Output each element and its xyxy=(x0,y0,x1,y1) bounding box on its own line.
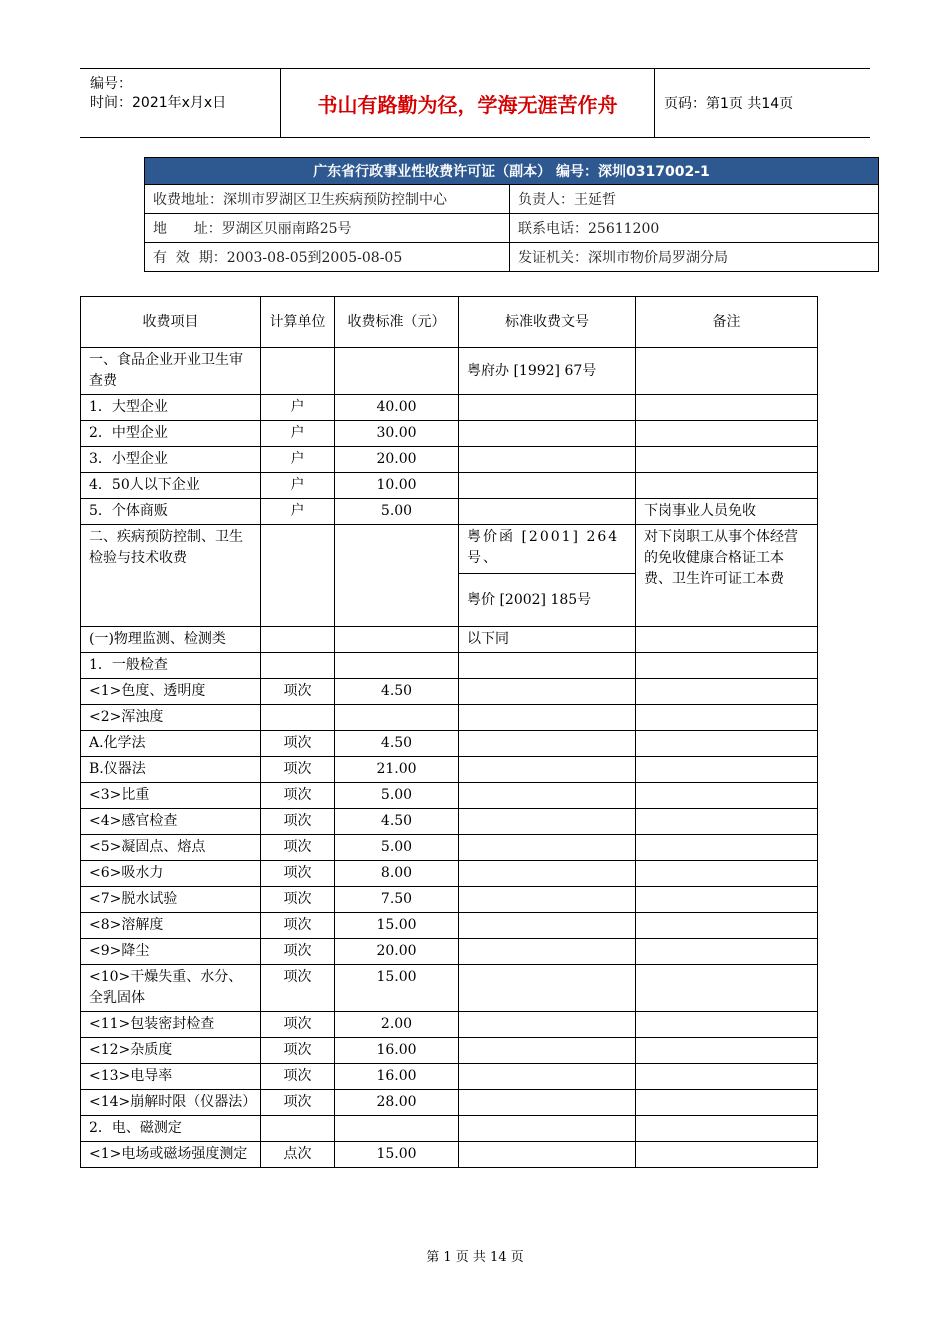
cell-item: 一、食品企业开业卫生审查费 xyxy=(81,348,261,395)
cell-note xyxy=(636,705,818,731)
header-item: 收费项目 xyxy=(81,297,261,348)
cell-price: 5.00 xyxy=(335,499,459,525)
cell-item: 3．小型企业 xyxy=(81,447,261,473)
cell-doc xyxy=(459,1038,636,1064)
cell-item: 1．一般检查 xyxy=(81,653,261,679)
cell-item: 4．50人以下企业 xyxy=(81,473,261,499)
table-row xyxy=(81,421,818,447)
cell-doc: 粤价函 [2001] 264号、 xyxy=(459,525,636,574)
cell-note xyxy=(636,965,818,1012)
cell-unit: 户 xyxy=(261,499,335,525)
table-row xyxy=(81,447,818,473)
time-label: 时间：2021年x月x日 xyxy=(90,95,227,111)
cell-price: 5.00 xyxy=(335,783,459,809)
table-row xyxy=(81,809,818,835)
cell-price: 10.00 xyxy=(335,473,459,499)
cell-price xyxy=(335,348,459,395)
cell-doc xyxy=(459,447,636,473)
cell-price xyxy=(335,525,459,627)
cell-note xyxy=(636,627,818,653)
cell-price xyxy=(335,627,459,653)
cell-price xyxy=(335,1116,459,1142)
cell-note xyxy=(636,731,818,757)
cell-doc: 以下同 xyxy=(459,627,636,653)
number-label: 编号： xyxy=(90,76,132,92)
cell-note xyxy=(636,395,818,421)
cell-unit xyxy=(261,705,335,731)
cell-price: 2.00 xyxy=(335,1012,459,1038)
cell-note: 对下岗职工从事个体经营的免收健康合格证工本费、卫生许可证工本费 xyxy=(636,525,818,627)
cell-item: A.化学法 xyxy=(81,731,261,757)
cell-price: 28.00 xyxy=(335,1090,459,1116)
cell-note xyxy=(636,757,818,783)
cell-item: 5．个体商贩 xyxy=(81,499,261,525)
license-responsible: 负责人：王延哲 xyxy=(510,185,879,214)
license-location: 地 址：罗湖区贝丽南路25号 xyxy=(145,214,510,243)
table-row xyxy=(81,939,818,965)
cell-unit: 户 xyxy=(261,473,335,499)
cell-doc: 粤府办 [1992] 67号 xyxy=(459,348,636,395)
cell-unit xyxy=(261,627,335,653)
cell-unit: 项次 xyxy=(261,1090,335,1116)
cell-doc xyxy=(459,835,636,861)
cell-unit: 户 xyxy=(261,395,335,421)
cell-price: 30.00 xyxy=(335,421,459,447)
cell-note xyxy=(636,447,818,473)
cell-doc xyxy=(459,783,636,809)
cell-price: 4.50 xyxy=(335,731,459,757)
cell-price: 4.50 xyxy=(335,679,459,705)
cell-item: <4>感官检查 xyxy=(81,809,261,835)
table-row xyxy=(81,1090,818,1116)
cell-note xyxy=(636,1116,818,1142)
table-row xyxy=(81,731,818,757)
cell-price: 20.00 xyxy=(335,939,459,965)
table-row xyxy=(81,1142,818,1168)
cell-unit xyxy=(261,348,335,395)
table-row xyxy=(81,679,818,705)
cell-unit: 点次 xyxy=(261,1142,335,1168)
cell-note xyxy=(636,861,818,887)
cell-note xyxy=(636,653,818,679)
cell-unit: 项次 xyxy=(261,731,335,757)
cell-doc xyxy=(459,809,636,835)
table-row xyxy=(81,525,818,574)
cell-note xyxy=(636,887,818,913)
cell-doc xyxy=(459,473,636,499)
cell-unit: 户 xyxy=(261,421,335,447)
cell-unit xyxy=(261,525,335,627)
cell-item: <3>比重 xyxy=(81,783,261,809)
cell-unit: 项次 xyxy=(261,835,335,861)
cell-unit: 户 xyxy=(261,447,335,473)
cell-item: <8>溶解度 xyxy=(81,913,261,939)
cell-unit xyxy=(261,653,335,679)
cell-price: 40.00 xyxy=(335,395,459,421)
table-row xyxy=(81,499,818,525)
cell-note xyxy=(636,1012,818,1038)
table-row xyxy=(81,1064,818,1090)
cell-price: 15.00 xyxy=(335,965,459,1012)
cell-note xyxy=(636,473,818,499)
cell-item: <10>干燥失重、水分、全乳固体 xyxy=(81,965,261,1012)
cell-price: 15.00 xyxy=(335,1142,459,1168)
cell-item: (一)物理监测、检测类 xyxy=(81,627,261,653)
cell-price: 15.00 xyxy=(335,913,459,939)
table-row xyxy=(81,835,818,861)
cell-item: 1．大型企业 xyxy=(81,395,261,421)
cell-item: <2>浑浊度 xyxy=(81,705,261,731)
cell-item: <13>电导率 xyxy=(81,1064,261,1090)
license-address-label: 收费地址：深圳市罗湖区卫生疾病预防控制中心 xyxy=(145,185,510,214)
cell-doc xyxy=(459,421,636,447)
cell-price: 20.00 xyxy=(335,447,459,473)
cell-item: 二、疾病预防控制、卫生检验与技术收费 xyxy=(81,525,261,627)
motto: 书山有路勤为径，学海无涯苦作舟 xyxy=(280,69,655,137)
cell-doc xyxy=(459,499,636,525)
cell-item: <11>包装密封检查 xyxy=(81,1012,261,1038)
cell-doc xyxy=(459,913,636,939)
cell-item: <6>吸水力 xyxy=(81,861,261,887)
cell-unit: 项次 xyxy=(261,809,335,835)
table-row xyxy=(81,913,818,939)
cell-unit: 项次 xyxy=(261,913,335,939)
cell-doc xyxy=(459,395,636,421)
cell-unit: 项次 xyxy=(261,861,335,887)
table-row xyxy=(81,627,818,653)
license-validity: 有 效 期：2003-08-05到2005-08-05 xyxy=(145,243,510,272)
cell-note xyxy=(636,809,818,835)
cell-note: 下岗事业人员免收 xyxy=(636,499,818,525)
cell-doc xyxy=(459,705,636,731)
license-phone: 联系电话：25611200 xyxy=(510,214,879,243)
table-row xyxy=(81,705,818,731)
cell-price: 16.00 xyxy=(335,1038,459,1064)
cell-doc xyxy=(459,939,636,965)
cell-doc xyxy=(459,887,636,913)
cell-item: 2．中型企业 xyxy=(81,421,261,447)
header-note: 备注 xyxy=(636,297,818,348)
table-row xyxy=(81,348,818,395)
cell-note xyxy=(636,1090,818,1116)
cell-unit: 项次 xyxy=(261,1064,335,1090)
cell-doc xyxy=(459,1116,636,1142)
table-row xyxy=(81,861,818,887)
cell-note xyxy=(636,835,818,861)
cell-item: <1>电场或磁场强度测定 xyxy=(81,1142,261,1168)
license-title: 广东省行政事业性收费许可证（副本） 编号：深圳0317002-1 xyxy=(145,158,879,185)
table-row xyxy=(81,1116,818,1142)
cell-note xyxy=(636,679,818,705)
cell-unit: 项次 xyxy=(261,1012,335,1038)
header-doc: 标准收费文号 xyxy=(459,297,636,348)
license-issuer: 发证机关：深圳市物价局罗湖分局 xyxy=(510,243,879,272)
cell-doc xyxy=(459,1064,636,1090)
cell-note xyxy=(636,939,818,965)
cell-price: 7.50 xyxy=(335,887,459,913)
cell-doc xyxy=(459,731,636,757)
cell-doc xyxy=(459,1012,636,1038)
cell-unit xyxy=(261,1116,335,1142)
header-price: 收费标准（元） xyxy=(335,297,459,348)
license-table xyxy=(144,157,879,272)
cell-unit: 项次 xyxy=(261,679,335,705)
cell-unit: 项次 xyxy=(261,783,335,809)
cell-note xyxy=(636,1038,818,1064)
cell-note xyxy=(636,348,818,395)
cell-unit: 项次 xyxy=(261,1038,335,1064)
cell-unit: 项次 xyxy=(261,939,335,965)
cell-doc xyxy=(459,965,636,1012)
cell-price: 5.00 xyxy=(335,835,459,861)
fee-table-header xyxy=(81,297,818,348)
cell-item: <5>凝固点、熔点 xyxy=(81,835,261,861)
table-row xyxy=(81,395,818,421)
cell-doc xyxy=(459,1142,636,1168)
header-unit: 计算单位 xyxy=(261,297,335,348)
table-row xyxy=(81,1012,818,1038)
page-counter: 页码：第1页 共14页 xyxy=(664,96,794,112)
cell-doc: 粤价 [2002] 185号 xyxy=(459,574,636,627)
header-meta xyxy=(80,69,280,137)
cell-note xyxy=(636,1142,818,1168)
table-row xyxy=(81,783,818,809)
cell-note xyxy=(636,1064,818,1090)
cell-price: 8.00 xyxy=(335,861,459,887)
cell-item: <1>色度、透明度 xyxy=(81,679,261,705)
cell-note xyxy=(636,783,818,809)
table-row xyxy=(81,757,818,783)
cell-note xyxy=(636,421,818,447)
cell-item: <14>崩解时限（仪器法） xyxy=(81,1090,261,1116)
document-header xyxy=(80,68,870,138)
cell-doc xyxy=(459,1090,636,1116)
table-row xyxy=(81,1038,818,1064)
cell-doc xyxy=(459,653,636,679)
cell-item: <9>降尘 xyxy=(81,939,261,965)
page-footer: 第 1 页 共 14 页 xyxy=(426,1250,524,1265)
cell-note xyxy=(636,913,818,939)
cell-item: <7>脱水试验 xyxy=(81,887,261,913)
table-row xyxy=(81,887,818,913)
table-row xyxy=(81,473,818,499)
cell-item: B.仪器法 xyxy=(81,757,261,783)
cell-unit: 项次 xyxy=(261,757,335,783)
fee-table xyxy=(80,296,818,1168)
table-row xyxy=(81,653,818,679)
cell-doc xyxy=(459,861,636,887)
cell-price xyxy=(335,653,459,679)
cell-item: 2．电、磁测定 xyxy=(81,1116,261,1142)
cell-item: <12>杂质度 xyxy=(81,1038,261,1064)
cell-unit: 项次 xyxy=(261,965,335,1012)
cell-unit: 项次 xyxy=(261,887,335,913)
cell-price: 4.50 xyxy=(335,809,459,835)
cell-price: 21.00 xyxy=(335,757,459,783)
cell-doc xyxy=(459,679,636,705)
cell-doc xyxy=(459,757,636,783)
cell-price xyxy=(335,705,459,731)
table-row xyxy=(81,965,818,1012)
cell-price: 16.00 xyxy=(335,1064,459,1090)
